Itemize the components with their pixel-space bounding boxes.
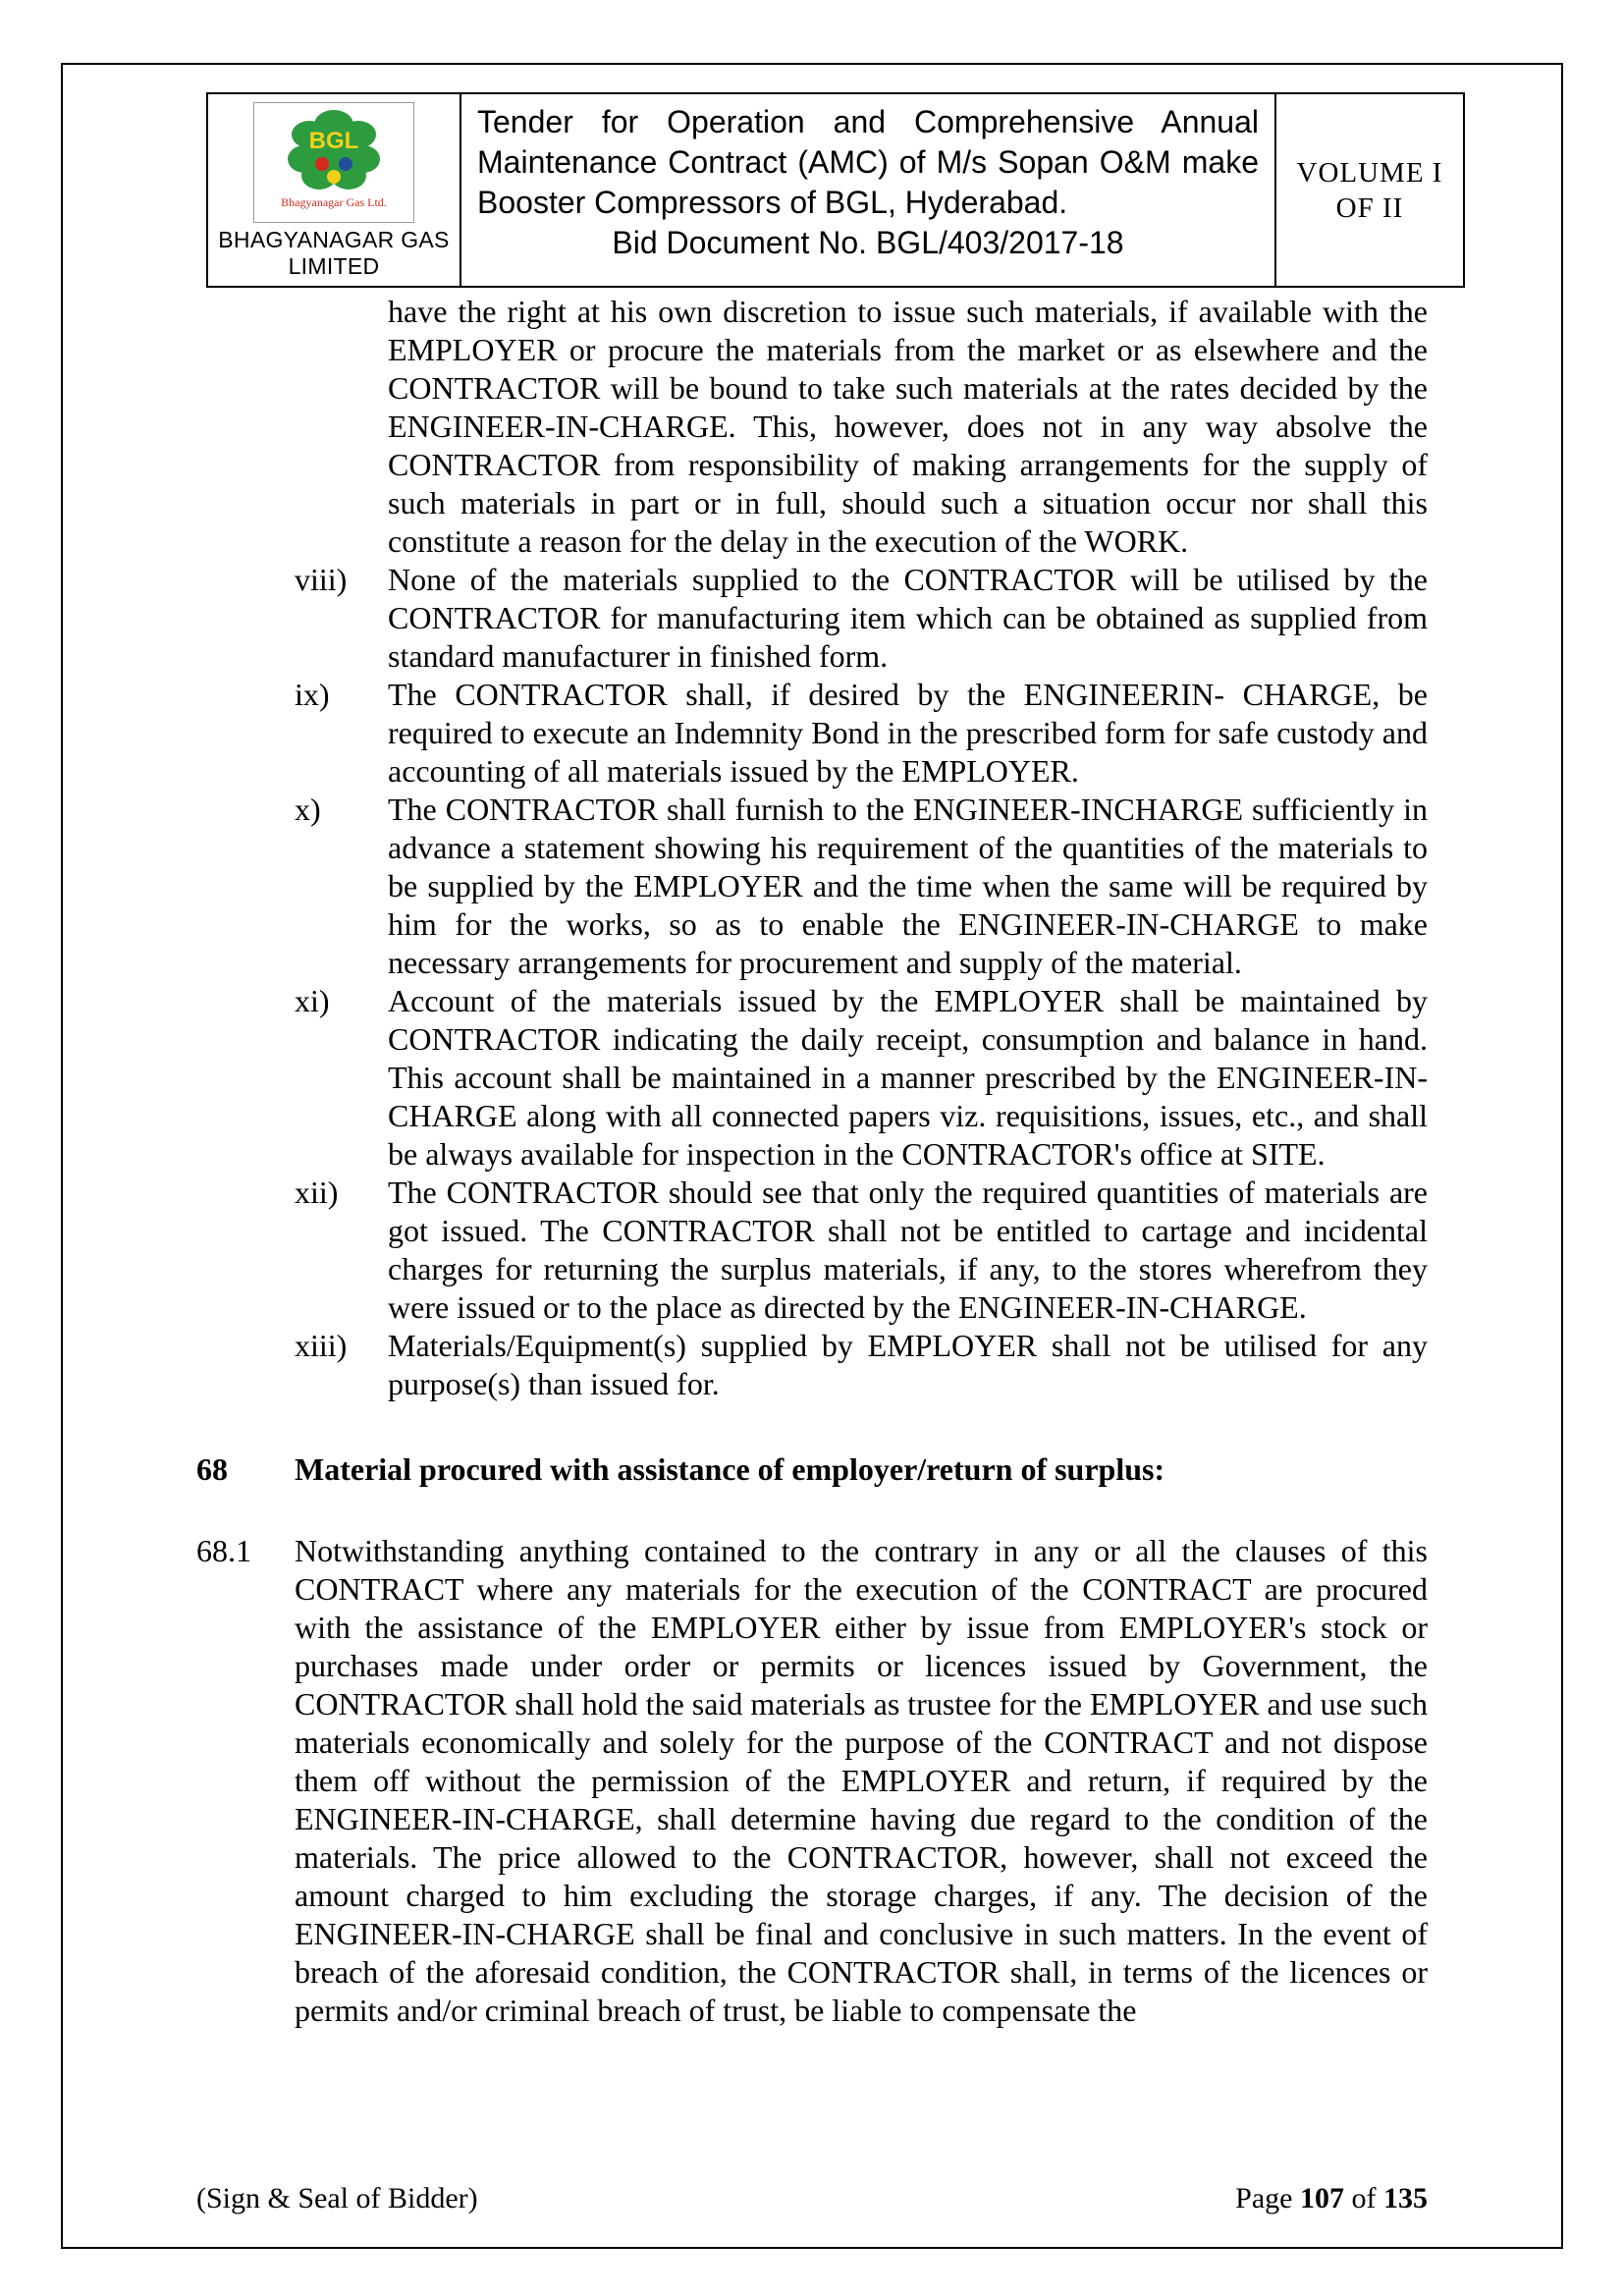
clause-text: Notwithstanding anything contained to the contrary in any or all the clauses of this CONTRACT where any materials for the execution of the CONTRACT are procured with the assistance of the EMPLOYER either by issue from EMPLOYER's stock or purchases made under order or permits or licences issued by Government, the CONTRACTOR shall hold the said materials as trustee for the EMPLOYER and use such materials economically and solely for the purpose of the CONTRACT and not dispose them off without the permission of the EMPLOYER and return, if required by the ENGINEER-IN-CHARGE, shall determine having due regard to the condition of the materials. The price allowed to the CONTRACTOR, however, shall not exceed the amount charged to him excluding the storage charges, if any. The decision of the ENGINEER-IN-CHARGE shall be final and conclusive in such matters. In the event of breach of the aforesaid condition, the CONTRACTOR shall, in terms of the licences or permits and/or criminal breach of trust, be liable to compensate the (295, 1533, 1428, 2028)
list-item-text: The CONTRACTOR should see that only the required quantities of materials are got issued. The CONTRACTOR shall not be entitled to cartage and incidental charges for returning the surplus materials, if any, to the stores wherefrom they were issued or to the place as directed by the ENGINEER-IN-CHARGE. (388, 1175, 1428, 1325)
list-item-xii (196, 1174, 1428, 1327)
page-indicator (1235, 2182, 1428, 2215)
list-item-text: Materials/Equipment(s) supplied by EMPLOYER shall not be utilised for any purpose(s) than issued for. (388, 1328, 1428, 1401)
list-item-label: xi) (295, 983, 330, 1018)
list-item-text: The CONTRACTOR shall furnish to the ENGINEER-INCHARGE sufficiently in advance a statement showing his requirement of the quantities of the materials to be supplied by the EMPLOYER and the time when the same will be required by him for the works, so as to enable the ENGINEER-IN-CHARGE to make necessary arrangements for procurement and supply of the material. (388, 792, 1428, 980)
document-body (196, 293, 1428, 2030)
document-title: Tender for Operation and Comprehensive Annual Maintenance Contract (AMC) of M/s Sopan O&M make Booster Compressors of BGL, Hyderabad. (477, 104, 1259, 220)
section-number: 68 (196, 1451, 228, 1487)
list-item-xi (196, 982, 1428, 1174)
list-item-ix (196, 676, 1428, 791)
volume-line-2: OF II (1335, 191, 1404, 224)
bgl-logo (253, 102, 414, 223)
page-footer (196, 2182, 1428, 2215)
clause-68-1 (196, 1532, 1428, 2030)
list-item-text: Account of the materials issued by the EMPLOYER shall be maintained by CONTRACTOR indicating the daily receipt, consumption and balance in hand. This account shall be maintained in a manner prescribed by the ENGINEER-IN-CHARGE along with all connected papers viz. requisitions, issues, etc., and shall be always available for inspection in the CONTRACTOR's office at SITE. (388, 983, 1428, 1172)
title-cell (460, 94, 1274, 286)
bgl-logo-icon (260, 105, 407, 215)
section-title: Material procured with assistance of employer/return of surplus: (295, 1451, 1165, 1487)
logo-text: BGL (308, 128, 359, 154)
volume-line-1: VOLUME I (1296, 156, 1443, 189)
list-item-label: xiii) (295, 1328, 348, 1363)
list-item-x (196, 791, 1428, 982)
clause-number: 68.1 (196, 1533, 251, 1568)
logo-dot-yellow (327, 170, 341, 184)
page-label: Page (1235, 2182, 1293, 2214)
company-name: BHAGYANAGAR GAS LIMITED (218, 227, 450, 279)
section-68-heading (196, 1450, 1428, 1489)
continuation-paragraph: have the right at his own discretion to issue such materials, if available with the EMPLOYER or procure the materials from the market or as elsewhere and the CONTRACTOR will be bound to take such materials at the rates decided by the ENGINEER-IN-CHARGE. This, however, does not in any way absolve the CONTRACTOR from responsibility of making arrangements for the supply of such materials in part or in full, should such a situation occur nor shall this constitute a reason for the delay in the execution of the WORK. (388, 294, 1428, 559)
bid-document-number: Bid Document No. BGL/403/2017-18 (612, 225, 1124, 260)
list-item-label: x) (295, 792, 321, 827)
list-item-text: None of the materials supplied to the CONTRACTOR will be utilised by the CONTRACTOR for manufacturing item which can be obtained as supplied from standard manufacturer in finished form. (388, 562, 1428, 674)
total-pages: 135 (1383, 2182, 1428, 2214)
document-header (206, 92, 1465, 288)
sign-seal-label: (Sign & Seal of Bidder) (196, 2182, 478, 2214)
list-item-label: ix) (295, 677, 330, 712)
logo-dot-red (315, 157, 329, 171)
list-item-label: xii) (295, 1175, 339, 1210)
list-item-text: The CONTRACTOR shall, if desired by the ENGINEERIN- CHARGE, be required to execute an Indemnity Bond in the prescribed form for safe custody and accounting of all materials issued by the EMPLOYER. (388, 677, 1428, 789)
logo-cell (208, 94, 460, 286)
volume-cell (1274, 94, 1463, 286)
logo-dot-blue (339, 157, 352, 171)
list-item-viii (196, 561, 1428, 676)
list-item-label: viii) (295, 562, 348, 597)
page-number: 107 (1300, 2182, 1344, 2214)
logo-subtext: Bhagyanagar Gas Ltd. (281, 195, 387, 209)
list-item-xiii (196, 1327, 1428, 1403)
of-label: of (1351, 2182, 1377, 2214)
